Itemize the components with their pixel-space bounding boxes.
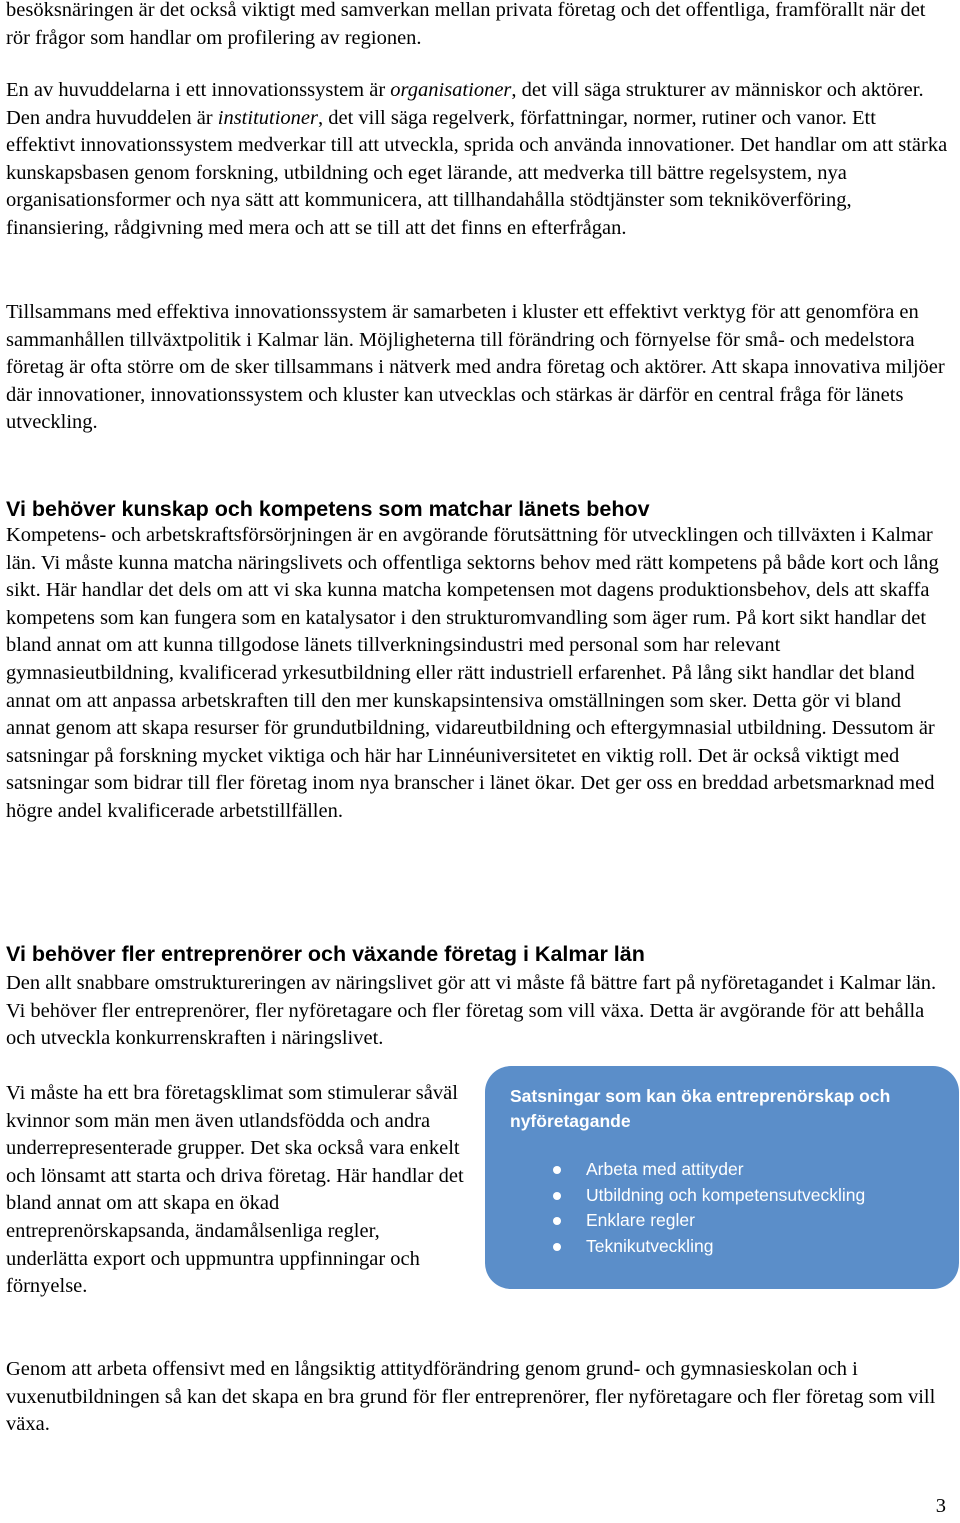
page-number: 3 bbox=[935, 1495, 946, 1517]
paragraph-text: En av huvuddelarna i ett innovationssystem är bbox=[6, 79, 391, 101]
bullet-icon bbox=[553, 1192, 561, 1200]
paragraph-restructuring: Den allt snabbare omstruktureringen av näringslivet gör att vi måste få bättre fart på nyföretagandet i Kalmar län. Vi behöver fler entreprenörer, fler nyföretagare och fler företag som vill växa. Detta är avgörande för att behålla och utveckla konkurrenskraften i näringslivet. bbox=[6, 972, 937, 1050]
bullet-icon bbox=[553, 1166, 561, 1174]
list-item-label: Teknikutveckling bbox=[586, 1235, 714, 1256]
list-item-label: Utbildning och kompetensutveckling bbox=[586, 1184, 866, 1205]
bullet-icon bbox=[553, 1243, 561, 1251]
paragraph-text: , det vill säga strukturer av människor och aktörer. Den andra huvuddelen är bbox=[6, 79, 924, 129]
section-heading-competence: Vi behöver kunskap och kompetens som matchar länets behov bbox=[6, 497, 650, 521]
paragraph-business-climate: Vi måste ha ett bra företagsklimat som stimulerar såväl kvinnor som män men även utlandsfödda och andra underrepresenterade grupper. Det ska också vara enkelt och lönsamt att starta och driva företag. Här handlar det bland annat om att skapa en ökad entreprenörskapsanda, ändamålsenliga regler, underlätta export och uppmuntra uppfinningar och förnyelse. bbox=[6, 1082, 464, 1298]
paragraph-text: , det vill säga regelverk, författningar, normer, rutiner och vanor. Ett effektivt innovationssystem medverkar till att utveckla, sprida och använda innovationer. Det handlar om att stärka kunskapsbasen genom forskning, utbildning och eget lärande, att medverka till bättre regelsystem, nya organisationsformer och nya sätt att kommunicera, att tillhandahålla stödtjänster som tekniköverföring, finansiering, rådgivning med mera och att se till att det finns en efterfrågan. bbox=[6, 106, 948, 239]
paragraph-competence: Kompetens- och arbetskraftsförsörjningen är en avgörande förutsättning för utvecklingen och tillväxten i Kalmar län. Vi måste kunna matcha näringslivets och offentliga sektorns behov med rätt kompetens på både kort och lång sikt. Här handlar det dels om att vi ska kunna matcha kompetensen mot dagens produktionsbehov, dels att skaffa kompetens som kan fungera som en katalysator i den strukturomvandling som äger rum. På kort sikt handlar det bland annat om att kunna tillgodose länets tillverkningsindustri med personal som har relevant gymnasieutbildning, kvalificerad yrkesutbildning eller rätt industriell erfarenhet. På lång sikt handlar det bland annat om att anpassa arbetskraften till den mer kunskapsintensiva omställningen som sker. Detta gör vi bland annat genom att skapa resurser för grundutbildning, vidareutbildning och eftergymnasial utbildning. Dessutom är satsningar på forskning mycket viktiga och här har Linnéuniversitetet en viktig roll. Det är också viktigt med satsningar som bidrar till fler företag inom nya branscher i länet ökar. Det ger oss en breddad arbetsmarknad med högre andel kvalificerade arbetstillfällen. bbox=[6, 524, 939, 822]
callout-box bbox=[485, 1066, 959, 1289]
paragraph-attitude-change: Genom att arbeta offensivt med en långsiktig attitydförändring genom grund- och gymnasieskolan och i vuxenutbildningen så kan det skapa en bra grund för fler entreprenörer, fler nyföretagare och fler företag som vill växa. bbox=[6, 1358, 936, 1436]
bullet-icon bbox=[553, 1217, 561, 1225]
paragraph-regional-profiling: besöksnäringen är det också viktigt med samverkan mellan privata företag och det offentliga, framförallt när det rör frågor som handlar om profilering av regionen. bbox=[6, 0, 926, 49]
list-item bbox=[510, 1157, 939, 1183]
list-item-label: Enklare regler bbox=[586, 1210, 695, 1230]
paragraph-clusters: Tillsammans med effektiva innovationssystem är samarbeten i kluster ett effektivt verktyg för att genomföra en sammanhållen tillväxtpolitik i Kalmar län. Möjligheterna till förändring och förnyelse för små- och medelstora företag är ofta större om de sker tillsammans i nätverk med andra företag och aktörer. Att skapa innovativa miljöer där innovationer, innovationssystem och kluster kan utvecklas och stärkas är därför en central fråga för länets utveckling. bbox=[6, 301, 945, 434]
paragraph-innovation-system bbox=[6, 77, 950, 243]
callout-list bbox=[510, 1157, 939, 1259]
emphasis-organisations: organisationer bbox=[390, 79, 512, 101]
callout-title: Satsningar som kan öka entreprenörskap och nyföretagande bbox=[510, 1086, 891, 1131]
list-item bbox=[510, 1208, 939, 1234]
list-item bbox=[510, 1234, 939, 1260]
list-item bbox=[510, 1183, 939, 1209]
section-heading-entrepreneurs: Vi behöver fler entreprenörer och växande företag i Kalmar län bbox=[6, 942, 645, 966]
list-item-label: Arbeta med attityder bbox=[586, 1159, 744, 1179]
emphasis-institutions: institutioner bbox=[217, 106, 318, 129]
